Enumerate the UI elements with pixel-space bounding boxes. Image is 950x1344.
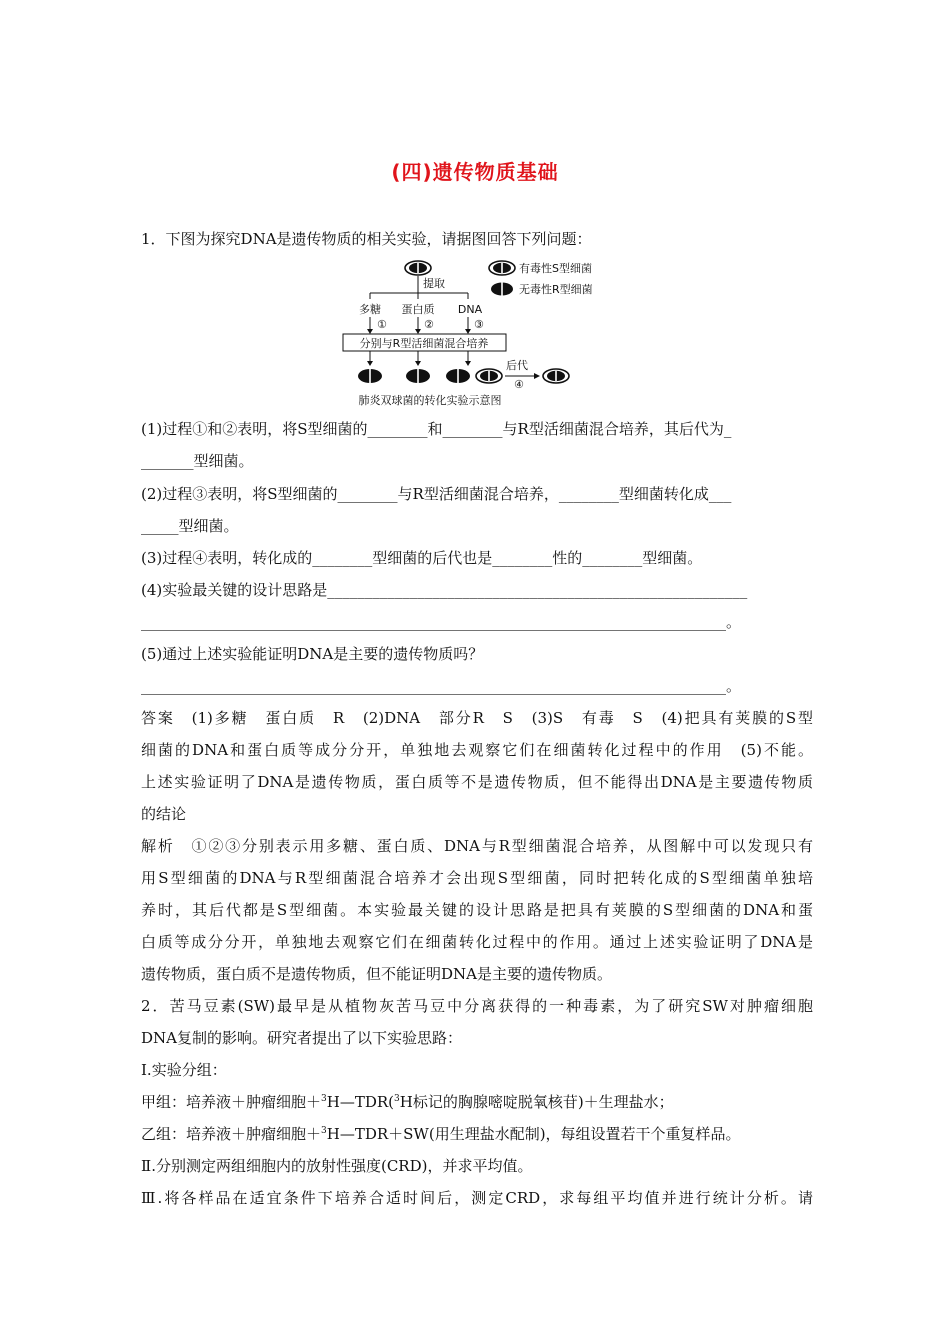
figure-caption: 肺炎双球菌的转化实验示意图 — [358, 394, 502, 407]
q2-line-1: 2．苦马豆素(SW)最早是从植物灰苦马豆中分离获得的一种毒素，为了研究SW对肿瘤细胞 — [141, 997, 813, 1015]
q1-line-5: (3)过程④表明，转化成的________型细菌的后代也是________性的________型细菌。 — [141, 549, 703, 567]
transformation-diagram — [330, 255, 630, 410]
q1-line-2: _______型细菌。 — [141, 452, 254, 470]
answer-line-4: 的结论 — [141, 805, 187, 823]
analysis-line-4: 白质等成分分开，单独地去观察它们在细菌转化过程中的作用。通过上述实验证明了DNA是 — [141, 933, 813, 951]
q1-line-6: (4)实验最关键的设计思路是________________________________________________________ — [141, 581, 748, 599]
legend-r-label: 无毒性R型细菌 — [519, 283, 593, 296]
r-bacterium-icon — [358, 369, 382, 383]
q2-step-3: Ⅲ.将各样品在适宜条件下培养合适时间后，测定CRD，求每组平均值并进行统计分析。请 — [141, 1189, 813, 1207]
s-bacterium-icon — [543, 369, 569, 383]
num-3: ③ — [474, 318, 484, 331]
answer-line-1: 答案 (1)多糖 蛋白质 R (2)DNA 部分R S (3)S 有毒 S (4)把具有荚膜的S型 — [141, 709, 813, 727]
legend-r-icon — [491, 283, 513, 296]
legend-s-label: 有毒性S型细菌 — [519, 262, 592, 275]
r-bacterium-icon — [446, 369, 470, 383]
num-2: ② — [424, 318, 434, 331]
q1-line-7: ______________________________________________________________________________。 — [141, 613, 742, 631]
q1-line-8: (5)通过上述实验能证明DNA是主要的遗传物质吗？ — [141, 645, 484, 663]
q2-group-yi: 乙组：培养液＋肿瘤细胞＋$^3$H—TDR＋SW(用生理盐水配制)，每组设置若干个重复样品。 — [141, 1125, 741, 1143]
r-bacterium-icon — [406, 369, 430, 383]
analysis-line-1: 解析 ①②③分别表示用多糖、蛋白质、DNA与R型细菌混合培养，从图解中可以发现只有 — [141, 837, 813, 855]
q2-group-jia: 甲组：培养液＋肿瘤细胞＋$^3$H—TDR($^3$H标记的胸腺嘧啶脱氧核苷)＋生理盐水； — [141, 1093, 674, 1111]
s-bacterium-icon — [405, 261, 431, 275]
num-1: ① — [377, 318, 387, 331]
page-title: (四)遗传物质基础 — [391, 160, 559, 184]
branch-dna: DNA — [457, 303, 483, 316]
branch-polysaccharide: 多糖 — [359, 303, 381, 316]
q2-step-2: Ⅱ.分别测定两组细胞内的放射性强度(CRD)，并求平均值。 — [141, 1157, 533, 1175]
later-generation-label: 后代 — [506, 359, 528, 372]
q2-line-2: DNA复制的影响。研究者提出了以下实验思路： — [141, 1029, 462, 1047]
legend-s-icon — [489, 261, 515, 275]
q2-line-3: Ⅰ.实验分组： — [141, 1061, 227, 1079]
answer-line-3: 上述实验证明了DNA是遗传物质，蛋白质等不是遗传物质，但不能得出DNA是主要遗传物质 — [141, 773, 813, 791]
q1-line-1: (1)过程①和②表明，将S型细菌的________和________与R型活细菌混合培养，其后代为_ — [141, 420, 732, 438]
q1-line-4: _____型细菌。 — [141, 517, 239, 535]
q1-stem: 1．下图为探究DNA是遗传物质的相关实验，请据图回答下列问题： — [141, 230, 592, 248]
s-bacterium-icon — [476, 369, 502, 383]
q1-line-3: (2)过程③表明，将S型细菌的________与R型活细菌混合培养，________型细菌转化成___ — [141, 485, 732, 503]
analysis-line-3: 养时，其后代都是S型细菌。本实验最关键的设计思路是把具有荚膜的S型细菌的DNA和蛋 — [141, 901, 813, 919]
q1-line-9: ______________________________________________________________________________。 — [141, 677, 742, 695]
mix-culture-box: 分别与R型活细菌混合培养 — [359, 337, 489, 350]
analysis-line-5: 遗传物质，蛋白质不是遗传物质，但不能证明DNA是主要的遗传物质。 — [141, 965, 612, 983]
extract-label: 提取 — [423, 277, 445, 290]
analysis-line-2: 用S型细菌的DNA与R型细菌混合培养才会出现S型细菌，同时把转化成的S型细菌单独培 — [141, 869, 813, 887]
num-4: ④ — [514, 378, 524, 391]
branch-protein: 蛋白质 — [401, 303, 435, 316]
answer-line-2: 细菌的DNA和蛋白质等成分分开，单独地去观察它们在细菌转化过程中的作用 (5)不能。 — [141, 741, 813, 759]
